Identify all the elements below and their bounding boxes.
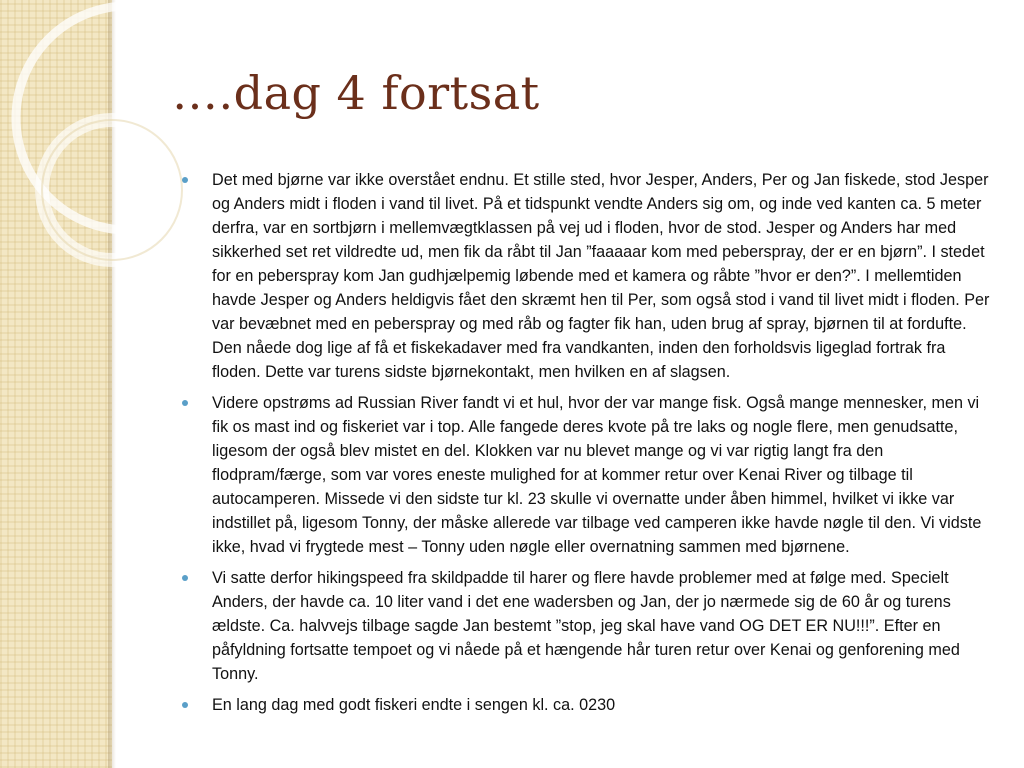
bullet-text: En lang dag med godt fiskeri endte i sengen kl. ca. 0230 xyxy=(212,696,616,714)
bullet-item xyxy=(180,566,992,686)
decorative-ring-inner xyxy=(42,120,182,260)
bullet-item xyxy=(180,693,992,717)
bullet-list xyxy=(180,168,992,724)
bullet-item xyxy=(180,168,992,384)
bullet-item xyxy=(180,391,992,559)
bullet-text: Vi satte derfor hikingspeed fra skildpadde til harer og flere havde problemer med at følge med. Specielt Anders, der havde ca. 10 liter vand i det ene wadersben og Jan, der jo nærmede sig de 60 år og turens ældste. Ca. halvvejs tilbage sagde Jan bestemt ”stop, jeg skal have vand OG DET ER NU!!!”. Efter en påfyldning fortsatte tempoet og vi nåede på et hængende hår turen retur over Kenai og genforening med Tonny. xyxy=(212,569,960,683)
bullet-dot-icon xyxy=(182,177,188,183)
bullet-dot-icon xyxy=(182,702,188,708)
bullet-text: Videre opstrøms ad Russian River fandt vi et hul, hvor der var mange fisk. Også mange mennesker, men vi fik os mast ind og fiskeriet var i top. Alle fangede deres kvote på tre laks og nogle flere, men genudsatte, ligesom der også blev mistet en del. Klokken var nu blevet mange og vi var rigtig langt fra den flodpram/færge, som var vores eneste mulighed for at kommer retur over Kenai River og tilbage til autocamperen. Missede vi den sidste tur kl. 23 skulle vi overnatte under åben himmel, hvilket vi ikke var indstillet på, ligesom Tonny, der måske allerede var tilbage ved camperen ikke havde nøgle til den. Vi vidste ikke, hvad vi frygtede mest – Tonny uden nøgle eller overnatning sammen med bjørnene. xyxy=(212,394,982,556)
bullet-dot-icon xyxy=(182,575,188,581)
bullet-dot-icon xyxy=(182,400,188,406)
slide-title: ….dag 4 fortsat xyxy=(172,66,540,120)
bullet-text: Det med bjørne var ikke overstået endnu. Et stille sted, hvor Jesper, Anders, Per og Jan fiskede, stod Jesper og Anders midt i floden i vand til livet. På et tidspunkt vendte Anders sig om, og inde ved kanten ca. 5 meter derfra, var en sortbjørn i mellemvægtklassen på vej ud i floden, hvor de stod. Jesper og Anders har med sikkerhed set ret vildredte ud, men fik da råbt til Jan ”faaaaar kom med peberspray, der er en bjørn”. I stedet for en peberspray kom Jan gudhjælpemig løbende med et kamera og råbte ”hvor er den?”. I mellemtiden havde Jesper og Anders heldigvis fået den skræmt hen til Per, som også stod i vand til livet midt i floden. Per var bevæbnet med en peberspray og med råb og fagter fik han, uden brug af spray, bjørnen til at fordufte. Den nåede dog lige af få et fiskekadaver med fra vandkanten, inden den forholdsvis ligeglad fortrak fra floden. Dette var turens sidste bjørnekontakt, men hvilken en af slagsen. xyxy=(212,171,990,381)
